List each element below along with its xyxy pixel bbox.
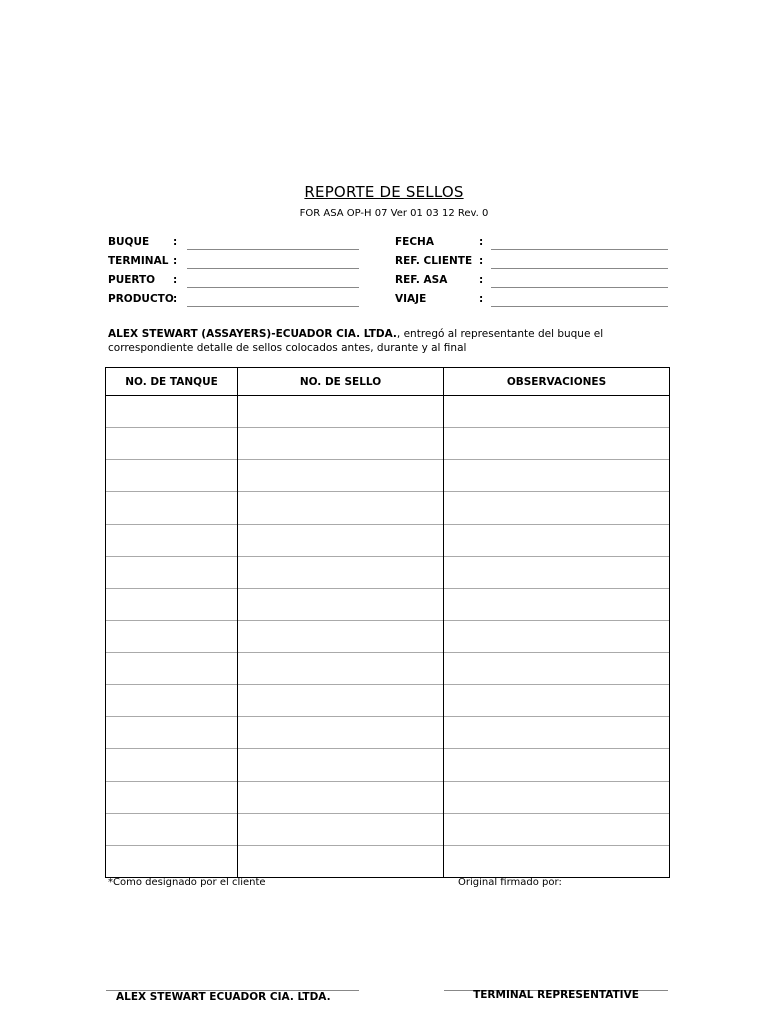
table-row <box>106 588 670 620</box>
tanque-cell[interactable] <box>106 556 238 588</box>
observaciones-cell[interactable] <box>444 781 670 813</box>
observaciones-cell[interactable] <box>444 813 670 845</box>
observaciones-cell[interactable] <box>444 588 670 620</box>
tanque-cell[interactable] <box>106 428 238 460</box>
tanque-cell[interactable] <box>106 460 238 492</box>
tanque-cell[interactable] <box>106 492 238 524</box>
field-label: PUERTO <box>108 274 156 286</box>
signed-by-note: Original firmado por: <box>458 877 562 888</box>
signature-label-terminal: TERMINAL REPRESENTATIVE <box>473 989 639 1001</box>
observaciones-cell[interactable] <box>444 556 670 588</box>
tanque-cell[interactable] <box>106 685 238 717</box>
tanque-cell[interactable] <box>106 813 238 845</box>
puerto-input-line[interactable] <box>187 287 359 288</box>
field-ref-asa: REF. ASA : <box>395 274 675 290</box>
field-buque: BUQUE : <box>108 236 368 252</box>
field-viaje: VIAJE : <box>395 293 675 309</box>
table-row <box>106 556 670 588</box>
observaciones-cell[interactable] <box>444 460 670 492</box>
seals-table <box>105 367 670 878</box>
field-label: REF. ASA <box>395 274 448 286</box>
sello-cell[interactable] <box>238 685 444 717</box>
field-label: BUQUE <box>108 236 150 248</box>
fecha-input-line[interactable] <box>491 249 668 250</box>
tanque-cell[interactable] <box>106 620 238 652</box>
sello-cell[interactable] <box>238 396 444 428</box>
table-row <box>106 685 670 717</box>
field-label: REF. CLIENTE <box>395 255 473 267</box>
observaciones-cell[interactable] <box>444 492 670 524</box>
sello-cell[interactable] <box>238 653 444 685</box>
observaciones-cell[interactable] <box>444 524 670 556</box>
sello-cell[interactable] <box>238 428 444 460</box>
observaciones-cell[interactable] <box>444 653 670 685</box>
field-ref-cliente: REF. CLIENTE : <box>395 255 675 271</box>
viaje-input-line[interactable] <box>491 306 668 307</box>
column-header-sello: NO. DE SELLO <box>238 368 444 396</box>
field-label: FECHA <box>395 236 434 248</box>
field-terminal: TERMINAL : <box>108 255 368 271</box>
sello-cell[interactable] <box>238 524 444 556</box>
company-name: ALEX STEWART (ASSAYERS)-ECUADOR CIA. LTDA. <box>108 328 397 340</box>
field-label: TERMINAL <box>108 255 169 267</box>
field-label: PRODUCTO <box>108 293 174 305</box>
buque-input-line[interactable] <box>187 249 359 250</box>
observaciones-cell[interactable] <box>444 396 670 428</box>
tanque-cell[interactable] <box>106 524 238 556</box>
tanque-cell[interactable] <box>106 845 238 877</box>
table-row <box>106 428 670 460</box>
sello-cell[interactable] <box>238 460 444 492</box>
tanque-cell[interactable] <box>106 749 238 781</box>
sello-cell[interactable] <box>238 813 444 845</box>
field-producto: PRODUCTO : <box>108 293 368 309</box>
signature-label-company: ALEX STEWART ECUADOR CIA. LTDA. <box>116 991 331 1003</box>
column-header-observaciones: OBSERVACIONES <box>444 368 670 396</box>
field-label: VIAJE <box>395 293 427 305</box>
observaciones-cell[interactable] <box>444 620 670 652</box>
observaciones-cell[interactable] <box>444 717 670 749</box>
table-row <box>106 460 670 492</box>
ref-cliente-input-line[interactable] <box>491 268 668 269</box>
observaciones-cell[interactable] <box>444 749 670 781</box>
table-row <box>106 524 670 556</box>
column-header-tanque: NO. DE TANQUE <box>106 368 238 396</box>
tanque-cell[interactable] <box>106 588 238 620</box>
table-row <box>106 653 670 685</box>
client-note: *Como designado por el cliente <box>108 877 266 888</box>
sello-cell[interactable] <box>238 781 444 813</box>
sello-cell[interactable] <box>238 588 444 620</box>
table-row <box>106 492 670 524</box>
tanque-cell[interactable] <box>106 717 238 749</box>
terminal-input-line[interactable] <box>187 268 359 269</box>
sello-cell[interactable] <box>238 620 444 652</box>
observaciones-cell[interactable] <box>444 685 670 717</box>
statement-text: , entregó al representante del buque el correspondiente detalle de sellos colocados antes, durante y al final <box>108 328 604 354</box>
table-row <box>106 845 670 877</box>
tanque-cell[interactable] <box>106 781 238 813</box>
table-row <box>106 749 670 781</box>
field-fecha: FECHA : <box>395 236 675 252</box>
table-row <box>106 781 670 813</box>
sello-cell[interactable] <box>238 492 444 524</box>
tanque-cell[interactable] <box>106 653 238 685</box>
table-row <box>106 813 670 845</box>
page-title: REPORTE DE SELLOS <box>304 183 464 201</box>
sello-cell[interactable] <box>238 717 444 749</box>
table-row <box>106 717 670 749</box>
table-row <box>106 396 670 428</box>
table-header-row <box>106 368 670 396</box>
observaciones-cell[interactable] <box>444 845 670 877</box>
statement-paragraph <box>108 327 678 355</box>
producto-input-line[interactable] <box>187 306 359 307</box>
form-code: FOR ASA OP-H 07 Ver 01 03 12 Rev. 0 <box>299 208 489 219</box>
sello-cell[interactable] <box>238 556 444 588</box>
sello-cell[interactable] <box>238 845 444 877</box>
field-puerto: PUERTO : <box>108 274 368 290</box>
table-row <box>106 620 670 652</box>
tanque-cell[interactable] <box>106 396 238 428</box>
sello-cell[interactable] <box>238 749 444 781</box>
ref-asa-input-line[interactable] <box>491 287 668 288</box>
observaciones-cell[interactable] <box>444 428 670 460</box>
